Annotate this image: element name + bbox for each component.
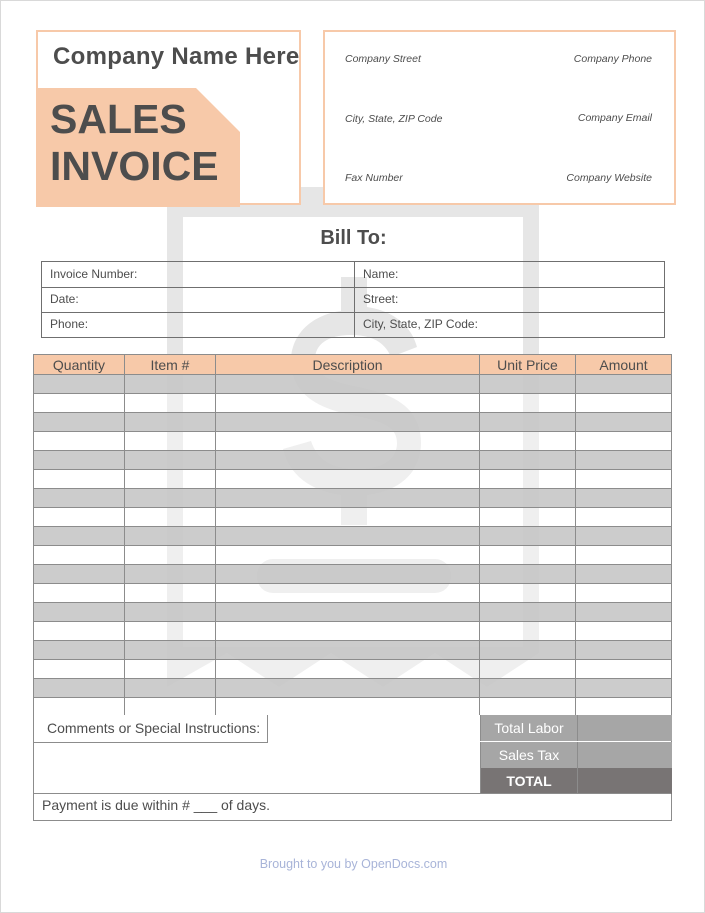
description-cell[interactable] [216, 546, 480, 564]
quantity-cell[interactable] [34, 546, 125, 564]
description-cell[interactable] [216, 641, 480, 659]
unit-price-cell[interactable] [480, 451, 576, 469]
quantity-cell[interactable] [34, 489, 125, 507]
table-row [33, 622, 672, 641]
item-number-cell[interactable] [125, 679, 216, 697]
unit-price-cell[interactable] [480, 603, 576, 621]
company-city-field[interactable]: City, State, ZIP Code [345, 113, 443, 125]
company-name: Company Name Here [53, 43, 300, 70]
bill-to-title: Bill To: [320, 227, 387, 249]
summary-section [33, 715, 672, 821]
amount-cell[interactable] [576, 451, 671, 469]
quantity-cell[interactable] [34, 527, 125, 545]
amount-cell[interactable] [576, 660, 671, 678]
quantity-cell[interactable] [34, 565, 125, 583]
quantity-cell[interactable] [34, 432, 125, 450]
quantity-cell[interactable] [34, 660, 125, 678]
col-description: Description [216, 355, 480, 374]
description-cell[interactable] [216, 660, 480, 678]
unit-price-cell[interactable] [480, 660, 576, 678]
description-cell[interactable] [216, 375, 480, 393]
amount-cell[interactable] [576, 546, 671, 564]
description-cell[interactable] [216, 489, 480, 507]
table-row [33, 603, 672, 622]
table-row [33, 584, 672, 603]
city-state-zip-field[interactable]: City, State, ZIP Code: [363, 317, 478, 331]
unit-price-cell[interactable] [480, 679, 576, 697]
item-number-cell[interactable] [125, 489, 216, 507]
amount-cell[interactable] [576, 622, 671, 640]
quantity-cell[interactable] [34, 641, 125, 659]
quantity-cell[interactable] [34, 451, 125, 469]
company-email-field[interactable]: Company Email [577, 112, 652, 124]
description-cell[interactable] [216, 527, 480, 545]
table-header [33, 354, 672, 375]
phone-field[interactable]: Phone: [50, 317, 89, 331]
item-number-cell[interactable] [125, 622, 216, 640]
description-cell[interactable] [216, 698, 480, 716]
table-row [33, 565, 672, 584]
quantity-cell[interactable] [34, 508, 125, 526]
description-cell[interactable] [216, 565, 480, 583]
table-row [33, 489, 672, 508]
item-number-cell[interactable] [125, 508, 216, 526]
unit-price-cell[interactable] [480, 527, 576, 545]
description-cell[interactable] [216, 432, 480, 450]
unit-price-cell[interactable] [480, 470, 576, 488]
unit-price-cell[interactable] [480, 546, 576, 564]
table-row [33, 413, 672, 432]
col-unit-price: Unit Price [480, 355, 576, 374]
company-info-box [323, 30, 676, 205]
item-number-cell[interactable] [125, 698, 216, 716]
description-cell[interactable] [216, 470, 480, 488]
unit-price-cell[interactable] [480, 432, 576, 450]
item-number-cell[interactable] [125, 546, 216, 564]
table-row [33, 546, 672, 565]
quantity-cell[interactable] [34, 375, 125, 393]
amount-cell[interactable] [576, 413, 671, 431]
quantity-cell[interactable] [34, 622, 125, 640]
payment-terms: Payment is due within # ___ of days. [42, 797, 271, 813]
unit-price-cell[interactable] [480, 375, 576, 393]
company-fax-field[interactable]: Fax Number [345, 172, 403, 184]
quantity-cell[interactable] [34, 603, 125, 621]
total-labor-value[interactable] [577, 715, 672, 741]
amount-cell[interactable] [576, 584, 671, 602]
amount-cell[interactable] [576, 603, 671, 621]
amount-cell[interactable] [576, 679, 671, 697]
invoice-title-line1: SALES [50, 96, 187, 142]
item-number-cell[interactable] [125, 394, 216, 412]
table-body [33, 375, 672, 717]
quantity-cell[interactable] [34, 698, 125, 716]
description-cell[interactable] [216, 679, 480, 697]
company-phone-field[interactable]: Company Phone [573, 53, 652, 65]
date-field[interactable]: Date: [50, 292, 79, 306]
table-row [33, 470, 672, 489]
description-cell[interactable] [216, 451, 480, 469]
item-number-cell[interactable] [125, 565, 216, 583]
unit-price-cell[interactable] [480, 489, 576, 507]
amount-cell[interactable] [576, 375, 671, 393]
table-row [33, 394, 672, 413]
sales-tax-label: Sales Tax [480, 742, 577, 768]
item-number-cell[interactable] [125, 527, 216, 545]
table-row [33, 679, 672, 698]
unit-price-cell[interactable] [480, 622, 576, 640]
payment-divider [34, 793, 671, 794]
invoice-number-field[interactable]: Invoice Number: [50, 267, 138, 281]
unit-price-cell[interactable] [480, 641, 576, 659]
description-cell[interactable] [216, 394, 480, 412]
table-row [33, 432, 672, 451]
item-number-cell[interactable] [125, 641, 216, 659]
item-number-cell[interactable] [125, 660, 216, 678]
item-number-cell[interactable] [125, 603, 216, 621]
company-website-field[interactable]: Company Website [566, 172, 652, 184]
col-amount: Amount [599, 357, 648, 373]
invoice-title-line2: INVOICE [50, 143, 219, 189]
description-cell[interactable] [216, 584, 480, 602]
table-row [33, 660, 672, 679]
description-cell[interactable] [216, 508, 480, 526]
amount-cell[interactable] [576, 394, 671, 412]
amount-cell[interactable] [576, 527, 671, 545]
item-number-cell[interactable] [125, 584, 216, 602]
item-number-cell[interactable] [125, 470, 216, 488]
unit-price-cell[interactable] [480, 413, 576, 431]
unit-price-cell[interactable] [480, 584, 576, 602]
amount-cell[interactable] [576, 508, 671, 526]
table-row [33, 527, 672, 546]
company-header-box [36, 30, 301, 205]
item-number-cell[interactable] [125, 451, 216, 469]
company-street-field[interactable]: Company Street [345, 53, 421, 65]
amount-cell[interactable] [576, 489, 671, 507]
unit-price-cell[interactable] [480, 508, 576, 526]
table-row [33, 641, 672, 660]
sales-invoice-banner [36, 88, 241, 207]
bill-to-grid [41, 261, 665, 338]
table-row [33, 451, 672, 470]
total-label: TOTAL [480, 768, 577, 794]
item-number-cell[interactable] [125, 413, 216, 431]
table-row [33, 375, 672, 394]
table-row [33, 508, 672, 527]
amount-cell[interactable] [576, 432, 671, 450]
item-number-cell[interactable] [125, 375, 216, 393]
invoice-title [50, 96, 219, 190]
quantity-cell[interactable] [34, 584, 125, 602]
unit-price-cell[interactable] [480, 394, 576, 412]
col-item-number: Item # [125, 355, 216, 374]
sales-tax-value[interactable] [577, 742, 672, 768]
amount-cell[interactable] [576, 470, 671, 488]
name-field[interactable]: Name: [363, 267, 399, 281]
total-value[interactable] [577, 768, 672, 794]
total-labor-label: Total Labor [480, 715, 577, 741]
col-quantity: Quantity [34, 355, 125, 374]
quantity-cell[interactable] [34, 413, 125, 431]
description-cell[interactable] [216, 413, 480, 431]
unit-price-cell[interactable] [480, 565, 576, 583]
amount-cell[interactable] [576, 698, 671, 716]
quantity-cell[interactable] [34, 679, 125, 697]
description-cell[interactable] [216, 603, 480, 621]
item-number-cell[interactable] [125, 432, 216, 450]
amount-cell[interactable] [576, 565, 671, 583]
amount-cell[interactable] [576, 641, 671, 659]
description-cell[interactable] [216, 622, 480, 640]
comments-label: Comments or Special Instructions: [34, 715, 268, 743]
line-items-table [33, 354, 672, 717]
footer-credit: Brought to you by OpenDocs.com [259, 857, 448, 871]
quantity-cell[interactable] [34, 394, 125, 412]
street-field[interactable]: Street: [363, 292, 399, 306]
unit-price-cell[interactable] [480, 698, 576, 716]
quantity-cell[interactable] [34, 470, 125, 488]
